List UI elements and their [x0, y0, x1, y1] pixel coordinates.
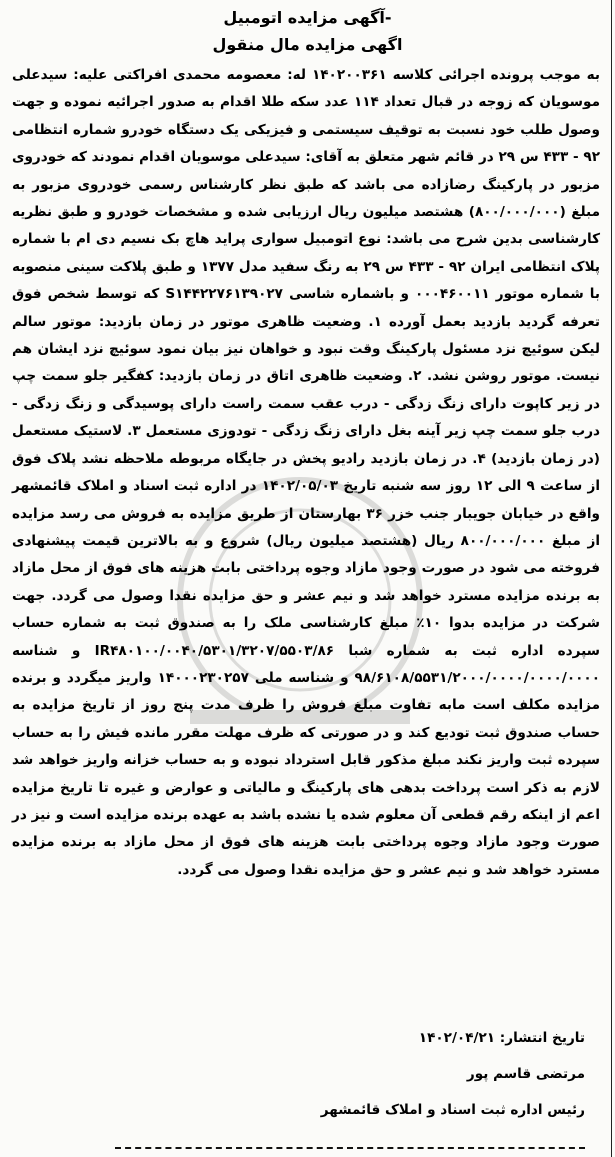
notice-title: -آگهی مزایده اتومبیل	[223, 8, 392, 27]
signer-title: رئیس اداره ثبت اسناد و املاک قائمشهر	[320, 1102, 585, 1118]
column-rule	[611, 0, 612, 1157]
notice-header	[0, 4, 615, 58]
bottom-divider	[115, 1147, 585, 1149]
publish-date: تاریخ انتشار: ۱۴۰۲/۰۴/۲۱	[418, 1030, 585, 1046]
notice-body: به موجب پرونده اجرائی کلاسه ۱۴۰۲۰۰۳۶۱ له: معصومه محمدی افراکتی علیه: سیدعلی موسویان که زوجه در قبال تعداد ۱۱۴ عدد سکه طلا اقدام به صدور اجرائیه نموده و جهت وصول طلب خود نسبت به توقیف سیستمی و فیزیکی یک دستگاه خودرو شماره انتظامی ۹۲ - ۴۳۳ س ۲۹ در قائم شهر متعلق به آقای: سیدعلی موسویان اقدام نمودند که خودروی مزبور در پارکینگ رضازاده می باشد که طبق نظر کارشناس رسمی خودروی مزبور به مبلغ (۸۰۰/۰۰۰/۰۰۰) هشتصد میلیون ریال ارزیابی شده و مشخصات خودرو و طبق نظریه کارشناسی بدین شرح می باشد: نوع اتومبیل سواری پراید هاچ بک نسیم دی ام با شماره پلاک انتظامی ایران ۹۲ - ۴۳۳ س ۲۹ به رنگ سفید مدل ۱۳۷۷ و طبق پلاکت سینی منصوبه با شماره موتور ۰۰۰۴۶۰۰۱۱ و باشماره شاسی S۱۴۴۲۲۷۶۱۳۹۰۲۷ که توسط شخص فوق تعرفه گردید بازدید بعمل آورده ۱. وضعیت ظاهری موتور در زمان بازدید: موتور سالم لیکن سوئیچ نزد مسئول پارکینگ وقت نبود و خواهان نیز بیان نمود سوئیچ نزد ایشان هم نیست. موتور روشن نشد. ۲. وضعیت ظاهری اتاق در زمان بازدید: کفگیر جلو سمت چپ در زیر کاپوت دارای زنگ زدگی - درب عقب سمت راست دارای پوسیدگی و زنگ زدگی - درب جلو سمت چپ زیر آینه بغل دارای زنگ زدگی - تودوزی مستعمل ۳. لاستیک مستعمل (در زمان بازدید) ۴. در زمان بازدید رادیو پخش در جایگاه مربوطه ملاحظه نشد پلاک فوق از ساعت ۹ الی ۱۲ روز سه شنبه تاریخ ۱۴۰۲/۰۵/۰۳ در اداره ثبت اسناد و املاک قائمشهر واقع در خیابان جویبار جنب خزر ۳۶ بهارستان از طریق مزایده به فروش می رسد مزایده از مبلغ ۸۰۰/۰۰۰/۰۰۰ ریال (هشتصد میلیون ریال) شروع و به بالاترین قیمت پیشنهادی فروخته می شود در صورت وجود مازاد وجوه پرداختی بابت هزینه های فوق از محل مازاد به برنده مزایده مسترد خواهد شد و نیم عشر و حق مزایده نقدا وصول می گردد. جهت شرکت در مزایده بدوا ۱۰٪ مبلغ کارشناسی ملک را به صندوق ثبت به شماره حساب سپرده اداره ثبت به شماره شبا IR۴۸۰۱۰۰/۰۰۴۰/۵۳۰۱/۳۲۰۷/۵۵۰۳/۸۶ و شناسه ۹۸/۶۱۰۸/۵۵۳۱/۲۰۰۰/۰۰۰۰/۰۰۰۰/۰۰۰۰ و شناسه ملی ۱۴۰۰۰۲۳۰۲۵۷ واریز میگردد و برنده مزایده مکلف است مابه تفاوت مبلغ فروش را ظرف مدت پنج روز از تاریخ مزایده به حساب صندوق ثبت تودیع کند و در صورتی که ظرف مهلت مقرر مانده فیش را به حساب سپرده ثبت واریز نکند مبلغ مذکور قابل استرداد نبوده و به حساب خزانه واریز خواهد شد لازم به ذکر است پرداخت بدهی های پارکینگ و مالیاتی و عوارض و غیره تا تاریخ مزایده اعم از اینکه رقم قطعی آن معلوم شده یا نشده باشد به عهده برنده مزایده است و نیز در صورت وجود مازاد وجوه پرداختی بابت هزینه های فوق از محل مازاد به برنده مزایده مسترد خواهد شد و نیم عشر و حق مزایده نقدا وصول می گردد.	[12, 67, 601, 878]
notice-subtitle: اگهی مزایده مال منقول	[212, 35, 403, 54]
signer-name: مرتضی قاسم پور	[466, 1066, 585, 1082]
notice-footer	[321, 1020, 585, 1128]
